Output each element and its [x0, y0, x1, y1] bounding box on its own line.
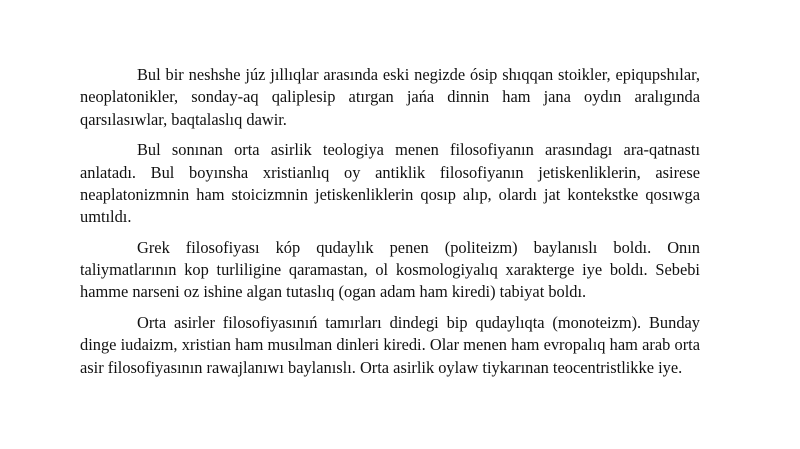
- paragraph-4: Orta asirler filosofiyasınıń tamırları dindegi bip qudaylıqta (monoteizm). Bunday dinge iudaizm, xristian ham musılman dinleri kiredi. Olar menen ham evropalıq ham arab orta asir filosofiyasının rawajlanıwı baylanıslı. Orta asirlik oylaw tiykarınan teocentristlikke iye.: [80, 313, 700, 377]
- paragraph-3: Grek filosofiyası kóp qudaylık penen (politeizm) baylanıslı boldı. Onın taliymatlarının kop turliligine qaramastan, ol kosmologiyalıq xarakterge iye boldı. Sebebi hamme narseni oz ishine algan tutaslıq (ogan adam ham kiredi) tabiyat boldı.: [80, 237, 700, 302]
- paragraph-1: Bul bir neshshe júz jıllıqlar arasında eski negizde ósip shıqqan stoikler, epiqupshılar, neoplatonikler, sonday-aq qaliplesip atırgan jańa dinnin ham jana oydın aralıgında qarsılasıwlar, baqtalaslıq dawir.: [80, 65, 700, 129]
- document-page: [80, 64, 700, 387]
- paragraph-2: Bul sonınan orta asirlik teologiya menen filosofiyanın arasındagı ara-qatnastı anlatadı. Bul boyınsha xristianlıq oy antiklik filosofiyanın jetiskenliklerin, asirese neaplatonizmnin ham stoicizmnin jetiskenliklerin qosıp alıp, olardı jat kontekstke qosıwga umtıldı.: [80, 140, 700, 227]
